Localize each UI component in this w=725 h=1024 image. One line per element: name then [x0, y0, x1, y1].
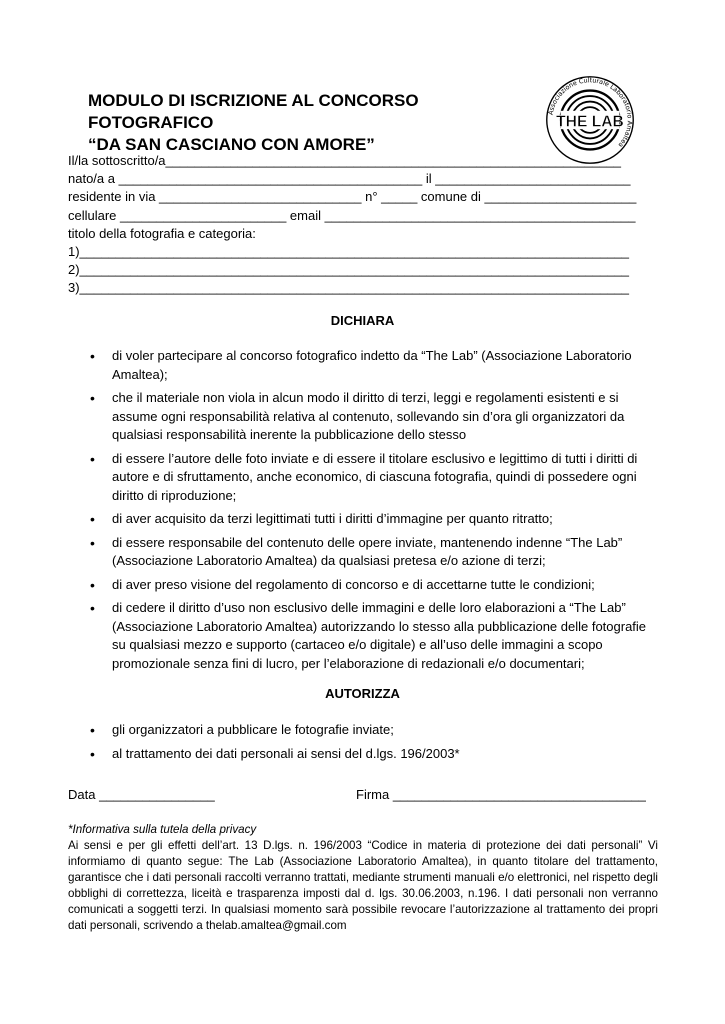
list-item: • gli organizzatori a pubblicare le fotografie inviate;: [88, 721, 654, 740]
field-titolo-1[interactable]: 1)____________________________________________________________________________: [68, 244, 630, 260]
list-item: • che il materiale non viola in alcun modo il diritto di terzi, leggi e regolamenti esistenti e si assume ogni responsabilità relativa al contenuto, sollevando sin d’ora gli organizzatori da qualsiasi responsabilità inerente la pubblicazione dello stesso: [88, 389, 654, 445]
privacy-title: *Informativa sulla tutela della privacy: [68, 823, 257, 836]
dichiara-heading: DICHIARA: [330, 313, 395, 328]
autorizza-list: [88, 721, 654, 768]
dichiara-list: [88, 347, 654, 678]
field-sottoscritto[interactable]: Il/la sottoscritto/a_______________________________________________________________: [68, 153, 622, 168]
logo-text: THE LAB: [556, 113, 624, 131]
signature-field[interactable]: Firma ___________________________________: [356, 787, 646, 802]
field-titolo-2[interactable]: 2)____________________________________________________________________________: [68, 262, 630, 278]
autorizza-heading: AUTORIZZA: [325, 686, 400, 701]
list-item: • al trattamento dei dati personali ai sensi del d.lgs. 196/2003*: [88, 745, 654, 764]
list-item: • di essere l’autore delle foto inviate e di essere il titolare esclusivo e legittimo di tutti i diritti di autore e di sfruttamento, anche economico, di ciascuna fotografia, quindi di possedere ogni diritto di riproduzione;: [88, 450, 654, 506]
form-title-line-1: MODULO DI ISCRIZIONE AL CONCORSO FOTOGRAFICO: [88, 91, 419, 132]
form-title: [88, 90, 548, 156]
personal-data-fields: [68, 152, 658, 298]
field-residenza[interactable]: residente in via ____________________________ n° _____ comune di _____________________: [68, 189, 637, 205]
field-nato-a[interactable]: nato/a a __________________________________________ il ___________________________: [68, 171, 631, 187]
list-item: • di cedere il diritto d’uso non esclusivo delle immagini e delle loro elaborazioni a “The Lab” (Associazione Laboratorio Amaltea) autorizzando lo stesso alla pubblicazione delle fotografie su qualsiasi mezzo e supporto (cartaceo e/o digitale) e all’uso delle immagini a scopo promozionale senza fini di lucro, per l’elaborazione di redazionali e/o documentari;: [88, 599, 654, 673]
date-field[interactable]: Data ________________: [68, 787, 215, 802]
list-item: • di voler partecipare al concorso fotografico indetto da “The Lab” (Associazione Laboratorio Amaltea);: [88, 347, 654, 384]
list-item: • di aver acquisito da terzi legittimati tutti i diritti d’immagine per quanto ritratto;: [88, 510, 654, 529]
privacy-notice: [68, 822, 658, 934]
list-item: • di essere responsabile del contenuto delle opere inviate, mantenendo indenne “The Lab” (Associazione Laboratorio Amaltea) da qualsiasi pretesa e/o azione di terzi;: [88, 534, 654, 571]
logo-ring-text: Associazione Culturale Laboratorio Amaltea: [546, 76, 634, 149]
field-titolo-label: titolo della fotografia e categoria:: [68, 225, 256, 241]
list-item: • di aver preso visione del regolamento di concorso e di accettarne tutte le condizioni;: [88, 576, 654, 595]
form-title-line-2: “DA SAN CASCIANO CON AMORE”: [88, 135, 375, 154]
privacy-body: Ai sensi e per gli effetti dell’art. 13 D.lgs. n. 196/2003 “Codice in materia di protezione dei dati personali” Vi informiamo di quanto segue: The Lab (Associazione Laboratorio Amaltea), in quanto titolare del trattamento, garantisce che i dati personali raccolti verranno trattati, mediante strumenti manuali e/o elettronici, nel rispetto degli obblighi di correttezza, liceità e trasparenza imposti dal d. lgs. 30.06.2003, n.196. I dati personali non verranno comunicati a soggetti terzi. In qualsiasi momento sarà possibile revocare l’autorizzazione al trattamento dei propri dati personali, scrivendo a thelab.amaltea@gmail.com: [68, 839, 658, 932]
field-cellulare-email[interactable]: cellulare _______________________ email ___________________________________________: [68, 207, 636, 223]
field-titolo-3[interactable]: 3)____________________________________________________________________________: [68, 280, 630, 296]
